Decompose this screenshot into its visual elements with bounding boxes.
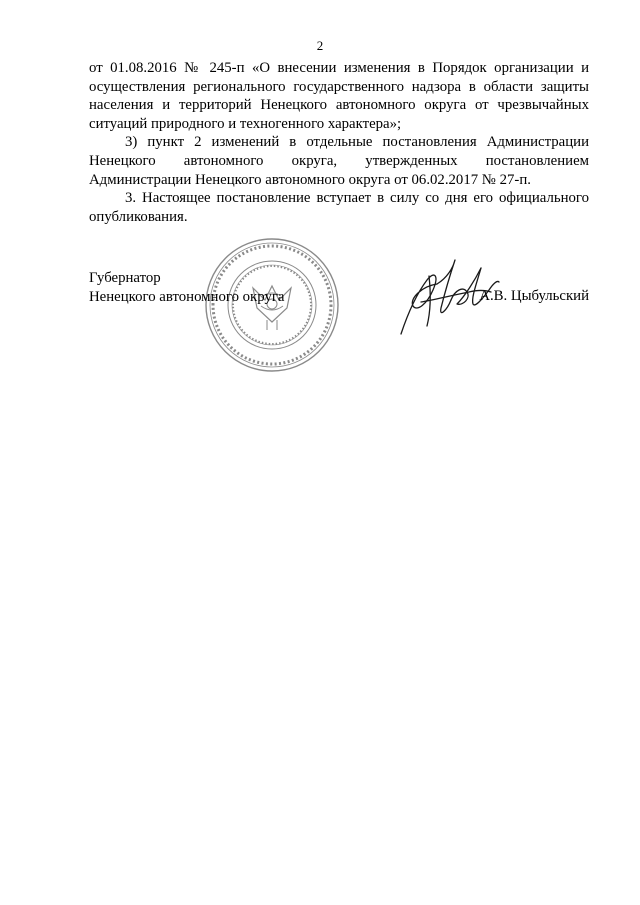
document-body xyxy=(89,59,589,226)
paragraph-item-3: 3) пункт 2 изменений в отдельные постановления Администрации Ненецкого автономного округа, утвержденных постановлением Администрации Ненецкого автономного округа от 06.02.2017 № 27-п. xyxy=(89,134,589,188)
signoff-position xyxy=(89,269,285,306)
signer-name: А.В. Цыбульский xyxy=(479,288,589,304)
paragraph-effective-date: 3. Настоящее постановление вступает в силу со дня его официального опубликования. xyxy=(89,190,589,225)
paragraph-continuation: от 01.08.2016 № 245-п «О внесении изменения в Порядок организации и осуществления регионального государственного надзора в области защиты населения и территорий Ненецкого автономного округа от чрезвычайных ситуаций природного и техногенного характера»; xyxy=(89,60,589,132)
position-region: Ненецкого автономного округа xyxy=(89,288,285,305)
page-number: 2 xyxy=(316,38,324,53)
position-title: Губернатор xyxy=(89,270,161,286)
